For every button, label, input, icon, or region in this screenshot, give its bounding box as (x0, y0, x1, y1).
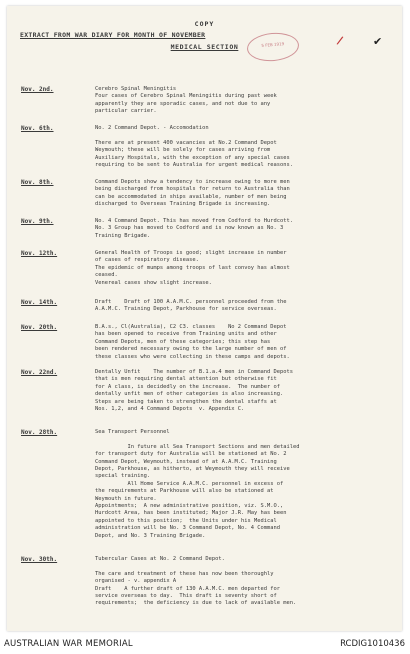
received-stamp (246, 31, 300, 63)
document-page (7, 6, 402, 631)
entry-date: Nov. 6th. (21, 125, 54, 132)
entry-date: Nov. 8th. (21, 179, 54, 186)
entry-text: No. 4 Command Depot. This has moved from Codford to Hurdcott. No. 3 Group has moved to Codford and is now known as No. 3 Training Brigade. (95, 218, 293, 239)
stamp-text: 5 FEB 1919 (261, 41, 285, 48)
entry-date: Nov. 14th. (21, 299, 58, 306)
entry-date: Nov. 22nd. (21, 369, 58, 376)
document-title: EXTRACT FROM WAR DIARY FOR MONTH OF NOVEMBER (20, 31, 206, 39)
entry-text: B.A.s., Cl(Australia), C2 C3. classes No 2 Command Depot has been opened to receive from Training units and other Command Depots, men of these categories; this step has been rendered necessary owing to the large number of men of these classes who were collecting in these camps and depots. (95, 324, 290, 360)
entry-date: Nov. 9th. (21, 218, 54, 225)
record-id: RCDIG1010436 (340, 639, 405, 649)
entry-text: General Health of Troops is good; slight increase in number of cases of respiratory disease. The epidemic of mumps among troops of last convoy has almost ceased. Venereal cases show slight increase. (95, 250, 290, 286)
entry-text: No. 2 Command Depot. - Accomodation There are at present 400 vacancies at No.2 Command Depot Weymouth; these will be solely for cases arriving from Auxiliary Hospitals, with the exception of any special cases requiring to be sent to Australia for urgent medical reasons. (95, 125, 293, 169)
ink-mark: ✔ (373, 35, 383, 48)
entry-text: Command Depots show a tendency to increase owing to more men being discharged from hospitals for return to Australia than can be accommodated in ships available, number of men being discharged to Overseas Training Brigade is increasing. (95, 179, 290, 208)
entry-date: Nov. 2nd. (21, 86, 54, 93)
entry-text: Tubercular Cases at No. 2 Command Depot. The care and treatment of these has now been thoroughly organised - v. appendix A Draft A further draft of 130 A.A.M.C. men departed for service overseas to day. This draft is seventy short of requirements; the deficiency is due to lack of available men. (95, 556, 297, 607)
archive-footer (0, 636, 410, 654)
entry-date: Nov. 20th. (21, 324, 58, 331)
entry-text: Sea Transport Personnel In future all Sea Transport Sections and men detailed for transport duty for Australia will be stationed at No. 2 Command Depot, Weymouth, instead of at A.A.M.C. Training Depot, Parkhouse, as hitherto, at Weymouth they will receive special training. All Home Service A.A.M.C. personnel in excess of the requirements at Parkhouse will also be stationed at Weymouth in future. Appointments; A new administrative position, viz. S.M.O., Hurdcott Area, has been instituted; Major J.R. May has been appointed to this position; the Units under his Medical administration will be No. 3 Command Depot, No. 4 Command Depot, and No. 3 Training Brigade. (95, 429, 300, 539)
entry-text: Draft Draft of 100 A.A.M.C. personnel proceeded from the A.A.M.C. Training Depot, Parkhouse for service overseas. (95, 299, 287, 313)
entry-text: Cerebro Spinal Meningitis Four cases of Cerebro Spinal Meningitis during past week apparently they are sporadic cases, and not due to any particular carrier. (95, 86, 277, 115)
section-heading: MEDICAL SECTION (170, 43, 239, 51)
copy-label: COPY (194, 20, 215, 28)
archive-name: AUSTRALIAN WAR MEMORIAL (4, 639, 133, 649)
entry-text: Dentally Unfit The number of B.1.a.4 men in Command Depots that is men requiring dental attention but otherwise fit for A class, is decidedly on the increase. The number of dentally unfit men of other categories is also increasing. Steps are being taken to strengthen the dental staffs at Nos. 1,2, and 4 Command Depots v. Appendix C. (95, 369, 293, 413)
entry-date: Nov. 12th. (21, 250, 58, 257)
entry-date: Nov. 30th. (21, 556, 58, 563)
red-pencil-mark: / (335, 33, 345, 48)
entry-date: Nov. 28th. (21, 429, 58, 436)
